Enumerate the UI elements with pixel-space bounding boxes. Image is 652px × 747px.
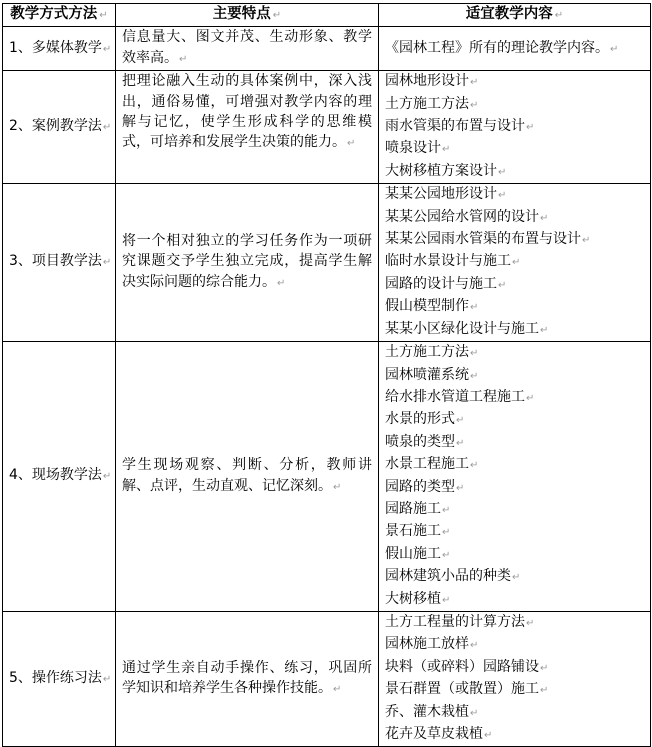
content-item: 花卉及草皮栽植↵ [385, 726, 493, 742]
features-cell: 学生现场观察、判断、分析，教师讲解、点评，生动直观、记忆深刻。↵ [116, 342, 379, 612]
content-item: 园林施工放样↵ [385, 636, 479, 653]
content-cell [379, 71, 651, 184]
content-item: 临时水景设计与施工↵ [385, 253, 521, 270]
table-row [3, 342, 651, 612]
content-item: 某某公园给水管网的设计↵ [385, 208, 549, 225]
content-item: 喷泉的类型↵ [385, 433, 465, 450]
content-cell [379, 184, 651, 342]
method-cell: 2、案例教学法↵ [3, 71, 116, 184]
content-item: 园路施工↵ [385, 500, 451, 517]
content-item: 园林地形设计↵ [385, 73, 479, 90]
content-item: 假山施工↵ [385, 545, 451, 562]
content-cell [379, 342, 651, 612]
teaching-methods-table [2, 3, 651, 747]
content-item: 土方施工方法↵ [385, 344, 479, 361]
content-item: 块料（或碎料）园路铺设↵ [385, 658, 549, 675]
content-item: 某某公园雨水管渠的布置与设计↵ [385, 231, 591, 248]
method-cell: 4、现场教学法↵ [3, 342, 116, 612]
content-item: 《园林工程》所有的理论教学内容。↵ [385, 39, 619, 56]
content-item: 喷泉设计↵ [385, 140, 451, 157]
content-item: 假山模型制作↵ [385, 298, 479, 315]
features-cell: 信息量大、图文并茂、生动形象、教学效率高。↵ [116, 27, 379, 71]
content-item: 某某公园地形设计↵ [385, 186, 507, 203]
content-item: 大树移植↵ [385, 590, 451, 607]
content-item: 景石群置（或散置）施工↵ [385, 681, 549, 698]
content-item: 园路的设计与施工↵ [385, 275, 507, 292]
table-row [3, 27, 651, 71]
content-item: 某某小区绿化设计与施工↵ [385, 320, 549, 337]
method-cell: 3、项目教学法↵ [3, 184, 116, 342]
method-cell: 5、操作练习法↵ [3, 611, 116, 746]
content-item: 大树移植方案设计↵ [385, 162, 507, 179]
content-item: 园林建筑小品的种类↵ [385, 568, 521, 585]
content-item: 土方工程量的计算方法↵ [385, 613, 535, 630]
header-features: 主要特点 ↵ [116, 4, 379, 27]
table-row [3, 611, 651, 746]
content-cell [379, 611, 651, 746]
content-item: 园林喷灌系统↵ [385, 366, 479, 383]
method-cell: 1、多媒体教学↵ [3, 27, 116, 71]
header-row [3, 4, 651, 27]
content-item: 水景工程施工↵ [385, 456, 479, 473]
features-cell: 通过学生亲自动手操作、练习，巩固所学知识和培养学生各种操作技能。↵ [116, 611, 379, 746]
content-item: 土方施工方法↵ [385, 95, 479, 112]
content-item: 雨水管渠的布置与设计↵ [385, 118, 535, 135]
content-item: 给水排水管道工程施工↵ [385, 388, 535, 405]
header-content: 适宜教学内容 ↵ [379, 4, 651, 27]
features-cell: 把理论融入生动的具体案例中，深入浅出，通俗易懂，可增强对教学内容的理解与记忆，使学生形成科学的思维模式，可培养和发展学生决策的能力。↵ [116, 71, 379, 184]
table-row [3, 184, 651, 342]
table-row [3, 71, 651, 184]
content-item: 水景的形式↵ [385, 411, 465, 428]
content-item: 景石施工↵ [385, 523, 451, 540]
features-cell: 将一个相对独立的学习任务作为一项研究课题交予学生独立完成，提高学生解决实际问题的综合能力。↵ [116, 184, 379, 342]
content-item: 园路的类型↵ [385, 478, 465, 495]
header-method: 教学方式方法 ↵ [3, 4, 116, 27]
content-item: 乔、灌木栽植↵ [385, 703, 479, 720]
content-cell [379, 27, 651, 71]
